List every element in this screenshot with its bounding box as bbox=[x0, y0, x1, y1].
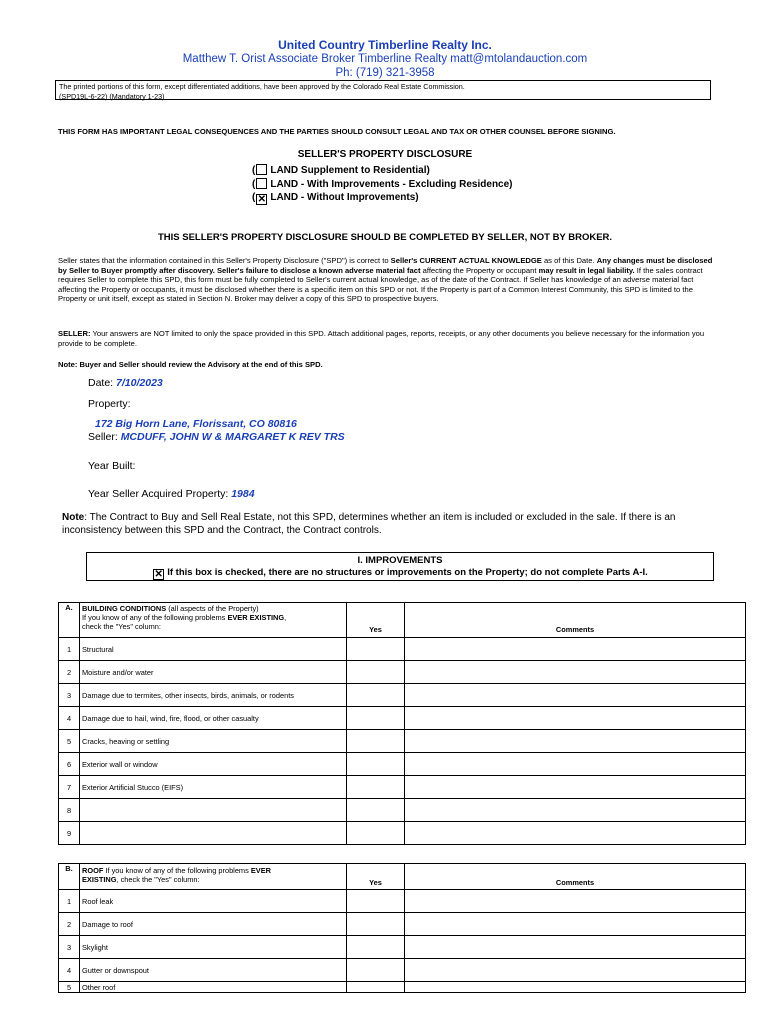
comments-cell[interactable] bbox=[405, 982, 746, 993]
yes-cell[interactable] bbox=[347, 890, 405, 913]
checkbox-checked-icon[interactable]: ✕ bbox=[257, 194, 267, 205]
section-line: check the "Yes" column: bbox=[82, 622, 161, 631]
date-label: Date: bbox=[88, 377, 114, 389]
yes-cell[interactable] bbox=[347, 661, 405, 684]
section-line: , check the "Yes" column: bbox=[116, 875, 200, 884]
row-label: Other roof bbox=[80, 982, 347, 993]
intro-paragraph bbox=[58, 256, 718, 304]
property-value[interactable]: 172 Big Horn Lane, Florissant, CO 80816 bbox=[95, 418, 297, 430]
yes-cell[interactable] bbox=[347, 776, 405, 799]
seller-field bbox=[88, 431, 345, 443]
seller-value[interactable]: MCDUFF, JOHN W & MARGARET K REV TRS bbox=[120, 431, 345, 443]
section-line: If you know of any of the following problems bbox=[103, 866, 251, 875]
checkbox-empty-icon[interactable] bbox=[256, 178, 267, 189]
contract-note bbox=[62, 511, 722, 537]
comments-cell[interactable] bbox=[405, 661, 746, 684]
intro-text: Seller states that the information contained in this Seller's Property Disclosure ("SPD") is correct to bbox=[58, 256, 391, 265]
approval-line-1: The printed portions of this form, except differentiated additions, have been approved by the Colorado Real Estate Commission. bbox=[59, 82, 465, 91]
table-row bbox=[59, 707, 746, 730]
date-field bbox=[88, 377, 163, 389]
table-row bbox=[59, 799, 746, 822]
table-row bbox=[59, 982, 746, 993]
comments-cell[interactable] bbox=[405, 707, 746, 730]
yes-column-header: Yes bbox=[347, 864, 405, 890]
row-label: Damage due to termites, other insects, birds, animals, or rodents bbox=[80, 684, 347, 707]
comments-cell[interactable] bbox=[405, 913, 746, 936]
comments-cell[interactable] bbox=[405, 753, 746, 776]
row-label: Damage to roof bbox=[80, 913, 347, 936]
intro-text: affecting the Property or occupant bbox=[420, 265, 539, 275]
company-name: United Country Timberline Realty Inc. bbox=[278, 38, 492, 52]
agent-line: Matthew T. Orist Associate Broker Timberline Realty matt@mtolandauction.com bbox=[182, 53, 588, 65]
table-row bbox=[59, 913, 746, 936]
checkbox-checked-icon[interactable]: ✕ bbox=[154, 569, 163, 580]
section-title-rest: (all aspects of the Property) bbox=[166, 604, 259, 613]
yes-cell[interactable] bbox=[347, 959, 405, 982]
row-label[interactable] bbox=[80, 799, 347, 822]
yes-cell[interactable] bbox=[347, 638, 405, 661]
comments-column-header: Comments bbox=[405, 603, 746, 638]
row-number: 2 bbox=[59, 661, 80, 684]
improvements-heading: I. IMPROVEMENTS bbox=[357, 555, 443, 566]
row-label: Cracks, heaving or settling bbox=[80, 730, 347, 753]
seller-label: Seller: bbox=[88, 431, 118, 443]
intro-text: as of this Date. bbox=[541, 256, 597, 265]
row-number: 2 bbox=[59, 913, 80, 936]
comments-cell[interactable] bbox=[405, 822, 746, 845]
comments-cell[interactable] bbox=[405, 638, 746, 661]
advisory-note: Note: Buyer and Seller should review the Advisory at the end of this SPD. bbox=[58, 360, 323, 369]
table-row bbox=[59, 959, 746, 982]
row-number: 8 bbox=[59, 799, 80, 822]
comments-cell[interactable] bbox=[405, 890, 746, 913]
year-acquired-label: Year Seller Acquired Property: bbox=[88, 488, 229, 500]
section-title bbox=[80, 864, 347, 890]
comments-column-header: Comments bbox=[405, 864, 746, 890]
section-line-bold: EVER bbox=[250, 866, 271, 875]
table-row bbox=[59, 638, 746, 661]
checkbox-empty-icon[interactable] bbox=[256, 164, 267, 175]
building-conditions-table bbox=[58, 602, 746, 845]
row-label: Damage due to hail, wind, fire, flood, or other casualty bbox=[80, 707, 347, 730]
yes-cell[interactable] bbox=[347, 913, 405, 936]
section-letter: A. bbox=[59, 603, 80, 638]
row-number: 3 bbox=[59, 684, 80, 707]
note-text: : The Contract to Buy and Sell Real Estate, not this SPD, determines whether an item is included or excluded in the sale. If there is an inconsistency between this SPD and the Contract, the Contract controls. bbox=[62, 512, 676, 536]
row-number: 5 bbox=[59, 730, 80, 753]
row-label: Moisture and/or water bbox=[80, 661, 347, 684]
approval-line-2: (SPD19L-6-22) (Mandatory 1-23) bbox=[59, 91, 165, 101]
improvements-checkbox-text: If this box is checked, there are no structures or improvements on the Property; do not complete Parts A-I. bbox=[167, 567, 648, 578]
row-label: Gutter or downspout bbox=[80, 959, 347, 982]
improvements-checkbox-row[interactable] bbox=[87, 567, 713, 580]
legal-warning: THIS FORM HAS IMPORTANT LEGAL CONSEQUENCES AND THE PARTIES SHOULD CONSULT LEGAL AND TAX OR OTHER COUNSEL BEFORE SIGNING. bbox=[58, 127, 616, 136]
section-line-bold: EVER EXISTING bbox=[227, 613, 285, 622]
option-land-with-improvements[interactable]: ( LAND - With Improvements - Excluding Residence) bbox=[252, 179, 513, 190]
table-row bbox=[59, 753, 746, 776]
row-number: 4 bbox=[59, 959, 80, 982]
section-line-bold: EXISTING bbox=[82, 875, 117, 884]
row-label[interactable] bbox=[80, 822, 347, 845]
table-row bbox=[59, 661, 746, 684]
year-acquired-field bbox=[88, 488, 255, 500]
yes-cell[interactable] bbox=[347, 799, 405, 822]
table-row bbox=[59, 936, 746, 959]
table-row bbox=[59, 890, 746, 913]
intro-bold: Seller's CURRENT ACTUAL KNOWLEDGE bbox=[390, 256, 542, 265]
note-label: Note bbox=[62, 512, 85, 523]
table-row bbox=[59, 684, 746, 707]
option-land-without-improvements[interactable]: ( ✕ LAND - Without Improvements) bbox=[252, 192, 419, 205]
option-label: LAND - Without Improvements) bbox=[270, 192, 419, 203]
seller-text: Your answers are NOT limited to only the space provided in this SPD. Attach additional pages, reports, receipts, or any other documents you believe necessary for the information you provide to be complete. bbox=[58, 329, 705, 348]
year-acquired-value[interactable]: 1984 bbox=[231, 488, 255, 500]
year-built-label: Year Built: bbox=[88, 460, 136, 472]
comments-cell[interactable] bbox=[405, 684, 746, 707]
row-number: 7 bbox=[59, 776, 80, 799]
option-land-supplement[interactable]: ( LAND Supplement to Residential) bbox=[252, 165, 430, 176]
row-label: Exterior Artificial Stucco (EIFS) bbox=[80, 776, 347, 799]
improvements-box bbox=[86, 552, 714, 581]
yes-column-header: Yes bbox=[347, 603, 405, 638]
yes-cell[interactable] bbox=[347, 753, 405, 776]
yes-cell[interactable] bbox=[347, 684, 405, 707]
approval-notice bbox=[55, 80, 711, 100]
section-line: , bbox=[284, 613, 287, 622]
intro-text: If the sales contract requires Seller to complete this SPD, this form must be fully completed to Seller's current actual knowledge, as of the date of the Contract. If Seller has knowledge of an adverse material fact affecting the Property or occupants, it must be disclosed whether there is a specific item on this SPD or not. If the Property is part of a Common Interest Community, this SPD is limited to the Property or unit itself, except as stated in Section N. Broker may deliver a copy of this SPD to prospective buyers. bbox=[58, 265, 703, 304]
section-title-bold: ROOF bbox=[82, 866, 104, 875]
row-label: Roof leak bbox=[80, 890, 347, 913]
yes-cell[interactable] bbox=[347, 982, 405, 993]
row-number: 6 bbox=[59, 753, 80, 776]
comments-cell[interactable] bbox=[405, 799, 746, 822]
option-label: LAND Supplement to Residential) bbox=[270, 165, 430, 176]
comments-cell[interactable] bbox=[405, 936, 746, 959]
row-number: 9 bbox=[59, 822, 80, 845]
row-label: Skylight bbox=[80, 936, 347, 959]
row-number: 3 bbox=[59, 936, 80, 959]
row-number: 1 bbox=[59, 890, 80, 913]
intro-bold: may result in legal liability. bbox=[538, 265, 635, 275]
table-row bbox=[59, 730, 746, 753]
seller-paragraph bbox=[58, 329, 718, 348]
yes-cell[interactable] bbox=[347, 730, 405, 753]
table-row bbox=[59, 822, 746, 845]
section-letter: B. bbox=[59, 864, 80, 890]
row-label: Structural bbox=[80, 638, 347, 661]
agent-phone: Ph: (719) 321-3958 bbox=[335, 67, 435, 79]
property-label: Property: bbox=[88, 398, 131, 410]
row-number: 4 bbox=[59, 707, 80, 730]
table-row bbox=[59, 776, 746, 799]
yes-cell[interactable] bbox=[347, 707, 405, 730]
section-title-bold: BUILDING CONDITIONS bbox=[82, 604, 167, 613]
form-title: SELLER'S PROPERTY DISCLOSURE bbox=[297, 149, 473, 160]
comments-cell[interactable] bbox=[405, 776, 746, 799]
yes-cell[interactable] bbox=[347, 936, 405, 959]
completion-notice: THIS SELLER'S PROPERTY DISCLOSURE SHOULD BE COMPLETED BY SELLER, NOT BY BROKER. bbox=[157, 232, 613, 243]
yes-cell[interactable] bbox=[347, 822, 405, 845]
comments-cell[interactable] bbox=[405, 730, 746, 753]
row-number: 5 bbox=[59, 982, 80, 993]
option-label: LAND - With Improvements - Excluding Residence) bbox=[270, 179, 513, 190]
section-title bbox=[80, 603, 347, 638]
row-number: 1 bbox=[59, 638, 80, 661]
roof-table bbox=[58, 863, 746, 993]
section-line: If you know of any of the following problems bbox=[82, 613, 228, 622]
seller-label: SELLER: bbox=[58, 329, 91, 338]
intro-bold: Any changes must be disclosed by Seller to Buyer promptly after discovery. Seller's failure to disclose a known adverse material fact bbox=[58, 256, 713, 275]
comments-cell[interactable] bbox=[405, 959, 746, 982]
row-label: Exterior wall or window bbox=[80, 753, 347, 776]
date-value[interactable]: 7/10/2023 bbox=[116, 377, 163, 389]
